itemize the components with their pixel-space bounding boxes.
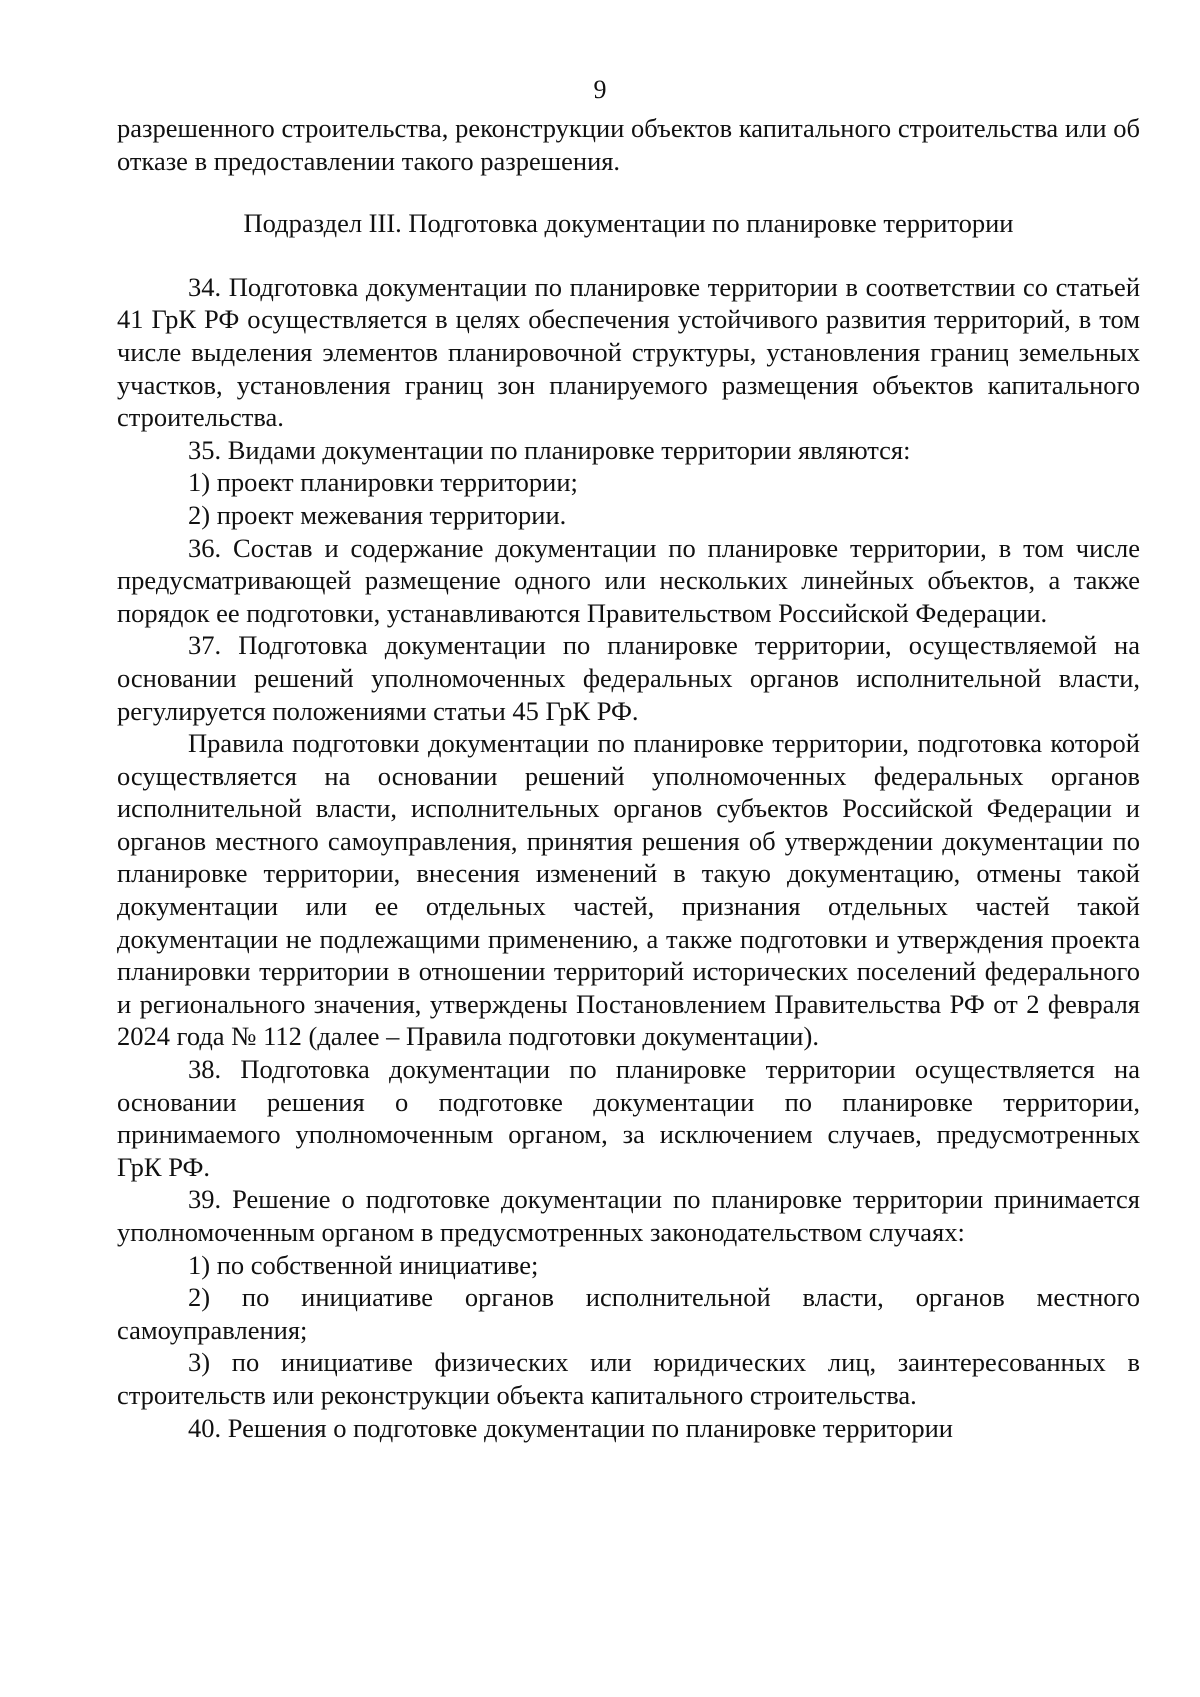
clause-39-item-2: 2) по инициативе органов исполнительной власти, органов местного самоуправления; — [117, 1282, 1140, 1345]
page-number: 9 — [593, 75, 607, 104]
clause-37-rules-paragraph: Правила подготовки документации по планировке территории, подготовка которой осуществляется на основании решений уполномоченных федеральных органов исполнительной власти, исполнительных органов субъектов Российской Федерации и органов местного самоуправления, принятия решения об утверждении документации по планировке территории, внесения изменений в такую документацию, отмены такой документации или ее отдельных частей, признания отдельных частей такой документации не подлежащими применению, а также подготовки и утверждения проекта планировки территории в отношении территорий исторических поселений федерального и регионального значения, утверждены Постановлением Правительства РФ от 2 февраля 2024 года № 112 (далее – Правила подготовки документации). — [117, 728, 1140, 1052]
clause-34: 34. Подготовка документации по планировке территории в соответствии со статьей 41 ГрК РФ осуществляется в целях обеспечения устойчивого развития территорий, в том числе выделения элементов планировочной структуры, установления границ земельных участков, установления границ зон планируемого размещения объектов капитального строительства. — [117, 271, 1140, 433]
clause-39-item-1: 1) по собственной инициативе; — [188, 1249, 539, 1280]
subsection-heading: Подраздел III. Подготовка документации по планировке территории — [243, 208, 1014, 239]
clause-39-item-3: 3) по инициативе физических или юридических лиц, заинтересованных в строительств или реконструкции объекта капитального строительства. — [117, 1347, 1140, 1410]
clause-38: 38. Подготовка документации по планировке территории осуществляется на основании решения о подготовке документации по планировке территории, принимаемого уполномоченным органом, за исключением случаев, предусмотренных ГрК РФ. — [117, 1054, 1140, 1182]
clause-37: 37. Подготовка документации по планировке территории, осуществляемой на основании решений уполномоченных федеральных органов исполнительной власти, регулируется положениями статьи 45 ГрК РФ. — [117, 630, 1140, 726]
clause-35-item-2: 2) проект межевания территории. — [188, 499, 567, 530]
clause-35: 35. Видами документации по планировке территории являются: — [188, 434, 911, 465]
paragraph-continuation: разрешенного строительства, реконструкции объектов капитального строительства или об отказе в предоставлении такого разрешения. — [117, 113, 1140, 176]
clause-36: 36. Состав и содержание документации по планировке территории, в том числе предусматривающей размещение одного или нескольких линейных объектов, а также порядок ее подготовки, устанавливаются Правительством Российской Федерации. — [117, 532, 1140, 628]
clause-35-item-1: 1) проект планировки территории; — [188, 467, 578, 498]
clause-40: 40. Решения о подготовке документации по планировке территории — [188, 1412, 953, 1443]
document-body — [117, 112, 1140, 1444]
clause-39: 39. Решение о подготовке документации по планировке территории принимается уполномоченным органом в предусмотренных законодательством случаях: — [117, 1184, 1140, 1247]
